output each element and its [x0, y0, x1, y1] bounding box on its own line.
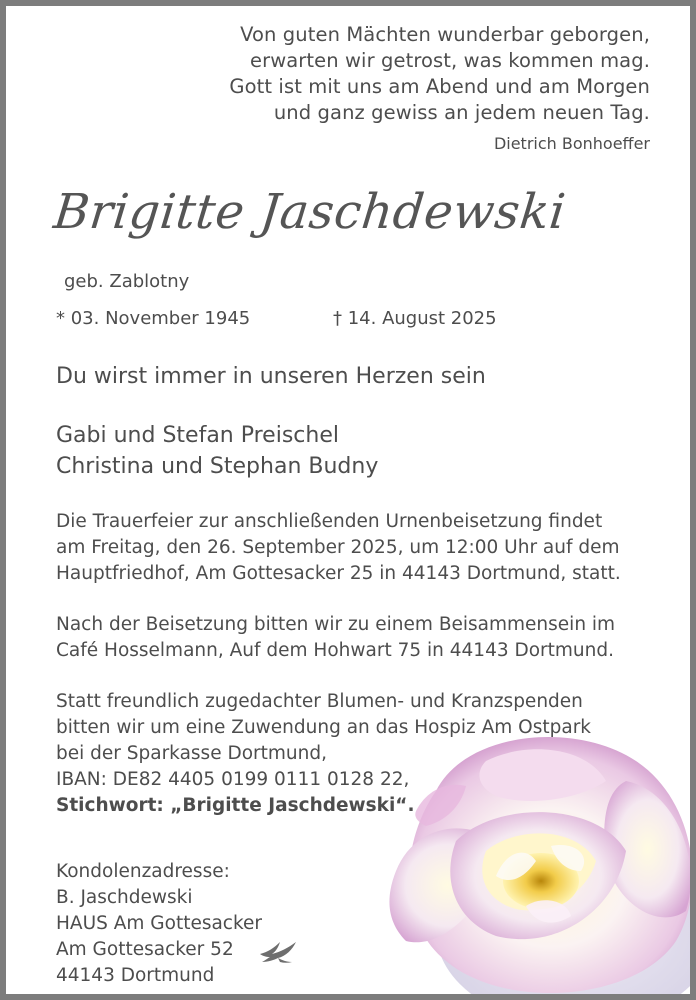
gathering-line: Nach der Beisetzung bitten wir zu einem Beisammensein im [56, 614, 616, 635]
address-line: 44143 Dortmund [56, 965, 215, 986]
deceased-name: Brigitte Jaschdewski [51, 184, 569, 240]
death-date: † 14. August 2025 [333, 308, 497, 329]
quote-line: und ganz gewiss an jedem neuen Tag. [273, 101, 650, 124]
gathering-paragraph [56, 612, 676, 664]
family-names [56, 420, 378, 482]
quote-line: Von guten Mächten wunderbar geborgen, [240, 23, 650, 46]
rose-image [376, 721, 696, 1000]
ceremony-paragraph [56, 509, 676, 587]
donation-keyword: Stichwort: „Brigitte Jaschdewski“. [56, 795, 415, 816]
gathering-line: Café Hosselmann, Auf dem Hohwart 75 in 44143 Dortmund. [56, 640, 615, 661]
address-line: B. Jaschdewski [56, 887, 193, 908]
ceremony-line: Die Trauerfeier zur anschließenden Urnenbeisetzung findet [56, 511, 603, 532]
address-line: Am Gottesacker 52 [56, 939, 234, 960]
quote-line: Gott ist mit uns am Abend und am Morgen [229, 75, 650, 98]
bonhoeffer-quote [229, 22, 650, 126]
ceremony-line: am Freitag, den 26. September 2025, um 12:00 Uhr auf dem [56, 537, 620, 558]
motto-line: Du wirst immer in unseren Herzen sein [56, 364, 486, 389]
donation-line: IBAN: DE82 4405 0199 0111 0128 22, [56, 769, 410, 790]
birth-name: geb. Zablotny [64, 271, 190, 292]
dove-icon [258, 938, 298, 966]
donation-line: bei der Sparkasse Dortmund, [56, 743, 327, 764]
condolence-address [56, 859, 262, 989]
family-member: Christina und Stephan Budny [56, 454, 379, 479]
quote-author: Dietrich Bonhoeffer [493, 134, 650, 153]
birth-date: * 03. November 1945 [56, 308, 251, 329]
donation-line: bitten wir um eine Zuwendung an das Hospiz Am Ostpark [56, 717, 592, 738]
address-line: Kondolenzadresse: [56, 861, 230, 882]
ceremony-line: Hauptfriedhof, Am Gottesacker 25 in 44143 Dortmund, statt. [56, 563, 621, 584]
family-member: Gabi und Stefan Preischel [56, 423, 339, 448]
address-line: HAUS Am Gottesacker [56, 913, 263, 934]
donation-line: Statt freundlich zugedachter Blumen- und Kranzspenden [56, 691, 583, 712]
quote-line: erwarten wir getrost, was kommen mag. [249, 49, 650, 72]
